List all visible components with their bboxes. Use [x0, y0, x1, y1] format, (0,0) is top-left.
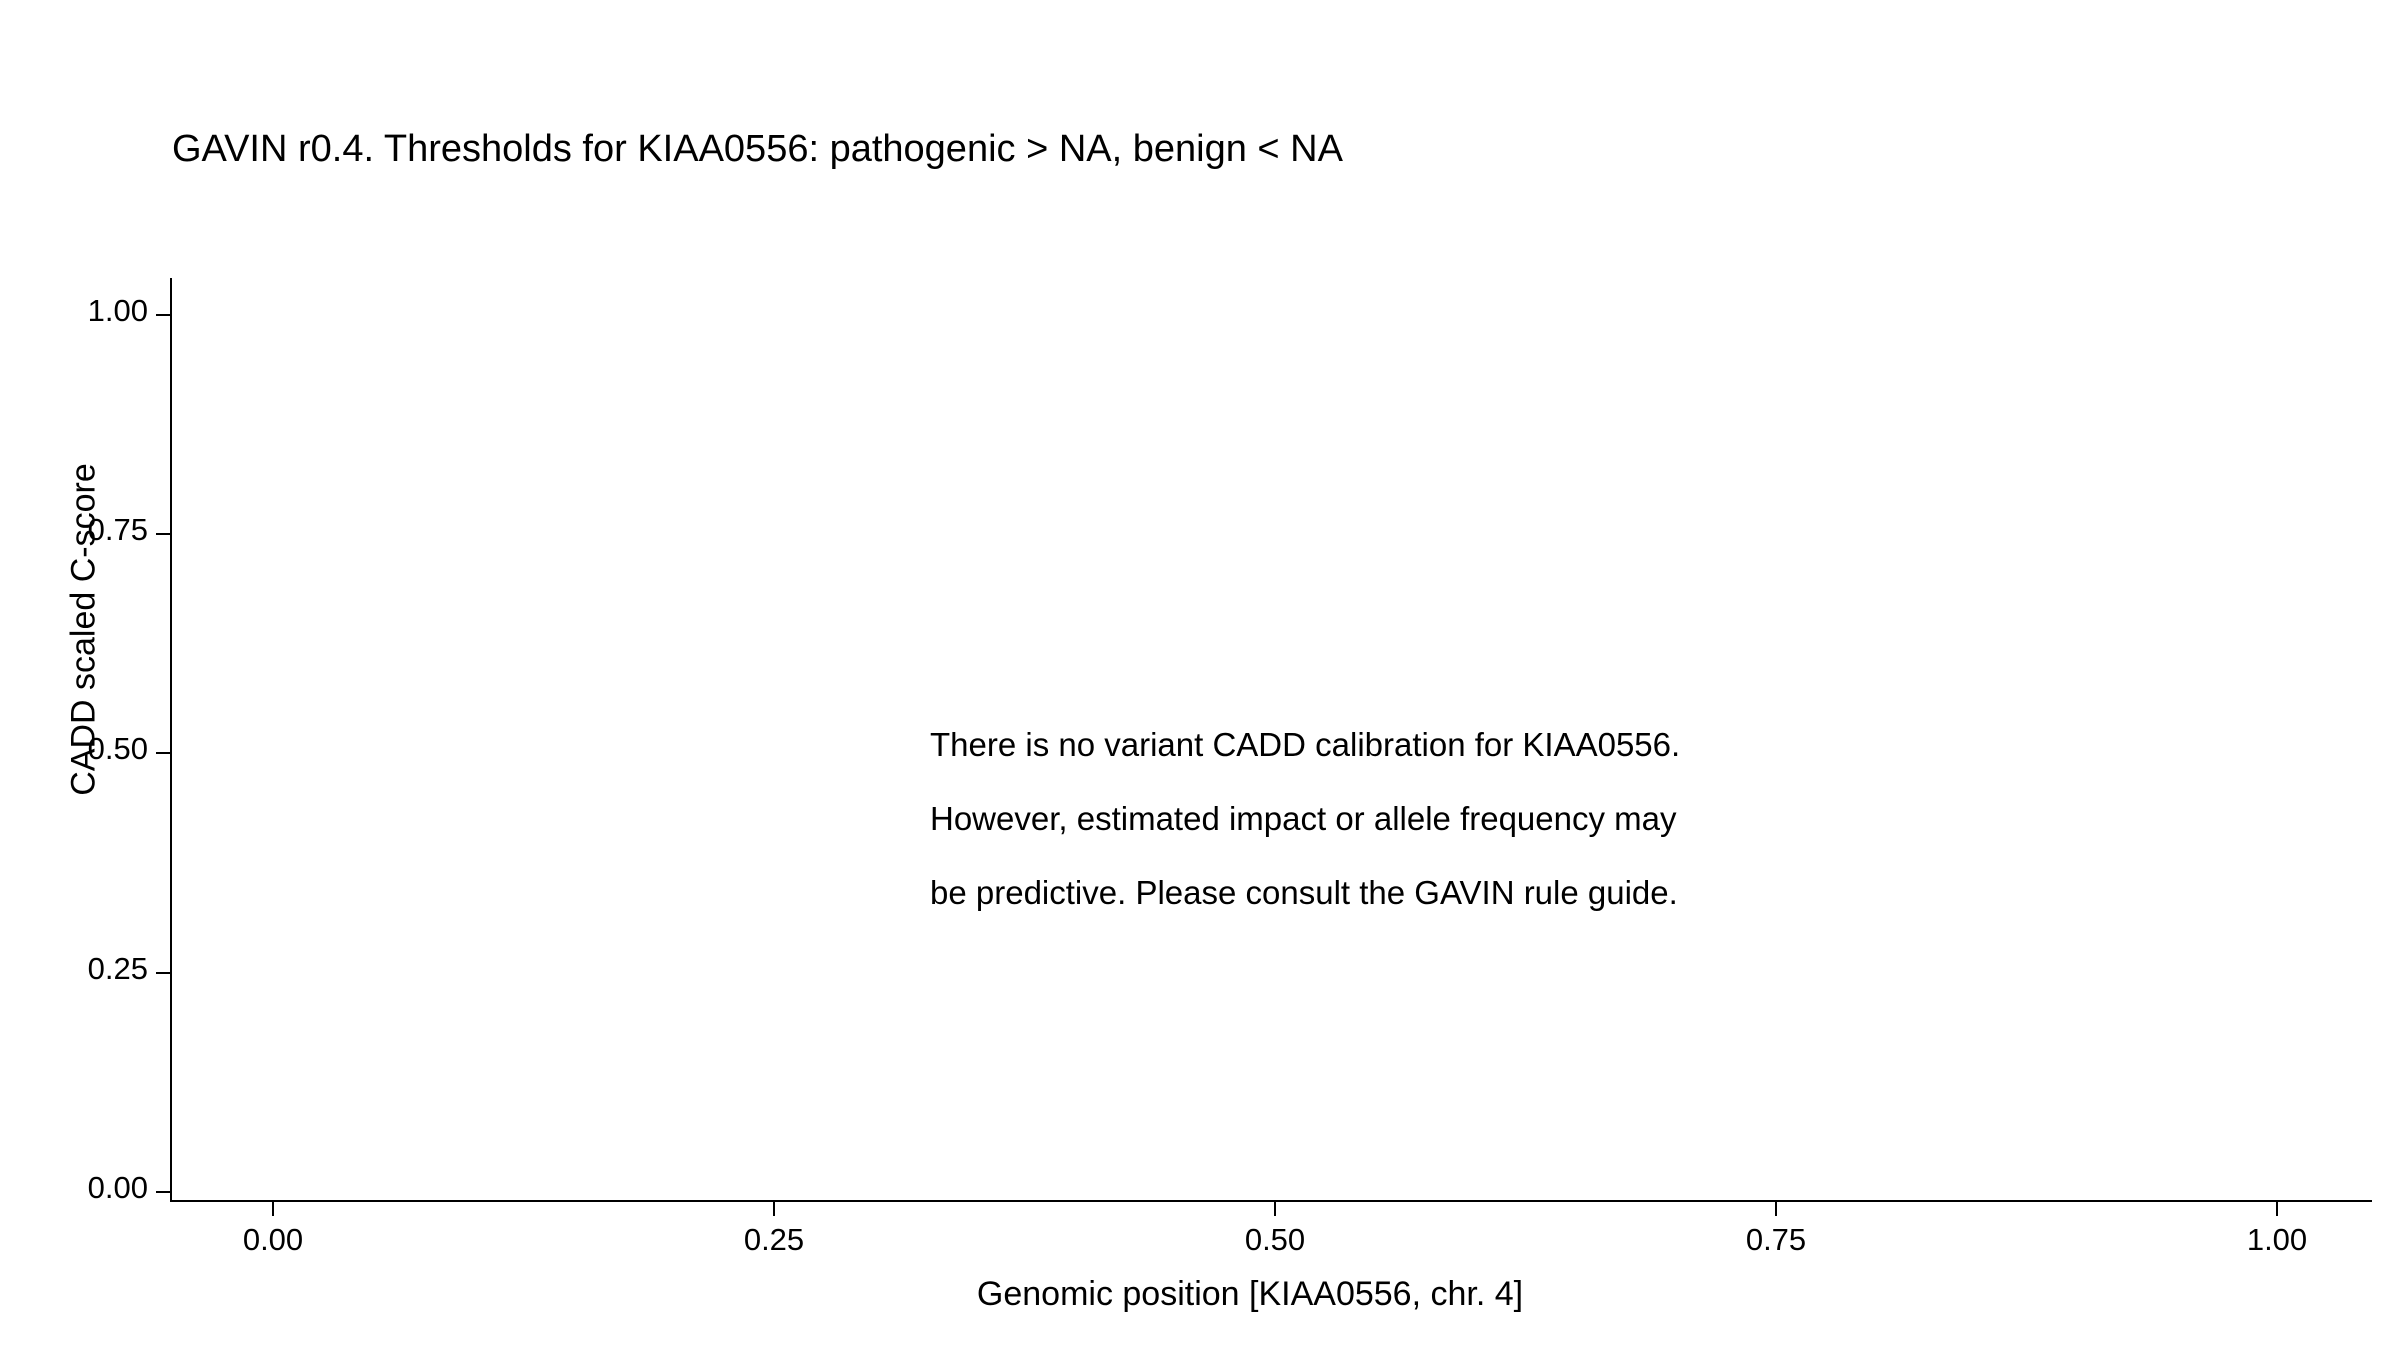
- y-tick-label-4: 1.00: [87, 293, 148, 328]
- y-tick-label-2: 0.50: [87, 731, 148, 766]
- y-axis-line: [170, 278, 172, 1202]
- x-tick-label-0: 0.00: [242, 1222, 304, 1257]
- x-tick-mark-3: [1775, 1202, 1777, 1216]
- x-axis-title: Genomic position [KIAA0556, chr. 4]: [976, 1275, 1524, 1313]
- annotation-line-1: There is no variant CADD calibration for KIAA0556.: [930, 726, 1681, 763]
- x-tick-label-2: 0.50: [1244, 1222, 1306, 1257]
- x-tick-mark-4: [2276, 1202, 2278, 1216]
- chart-title-line-1: GAVIN r0.4. Thresholds for KIAA0556: pathogenic > NA, benign < NA: [172, 128, 1343, 170]
- x-axis-line: [170, 1200, 2372, 1202]
- x-tick-label-4: 1.00: [2246, 1222, 2308, 1257]
- y-tick-mark-3: [156, 533, 170, 535]
- x-tick-label-3: 0.75: [1745, 1222, 1807, 1257]
- y-axis-title: CADD scaled C-score: [64, 463, 103, 796]
- no-calibration-annotation: [930, 708, 2130, 930]
- y-tick-label-3: 0.75: [87, 512, 148, 547]
- x-tick-mark-0: [272, 1202, 274, 1216]
- y-tick-label-0: 0.00: [87, 1170, 148, 1205]
- y-tick-mark-0: [156, 1191, 170, 1193]
- x-tick-mark-2: [1274, 1202, 1276, 1216]
- y-tick-mark-1: [156, 972, 170, 974]
- annotation-line-3: be predictive. Please consult the GAVIN rule guide.: [930, 874, 1678, 911]
- y-tick-label-1: 0.25: [87, 951, 148, 986]
- y-tick-mark-2: [156, 752, 170, 754]
- x-tick-label-1: 0.25: [743, 1222, 805, 1257]
- plot-panel: [170, 278, 2372, 1202]
- annotation-line-2: However, estimated impact or allele frequency may: [930, 800, 1677, 837]
- x-tick-mark-1: [773, 1202, 775, 1216]
- y-tick-mark-4: [156, 314, 170, 316]
